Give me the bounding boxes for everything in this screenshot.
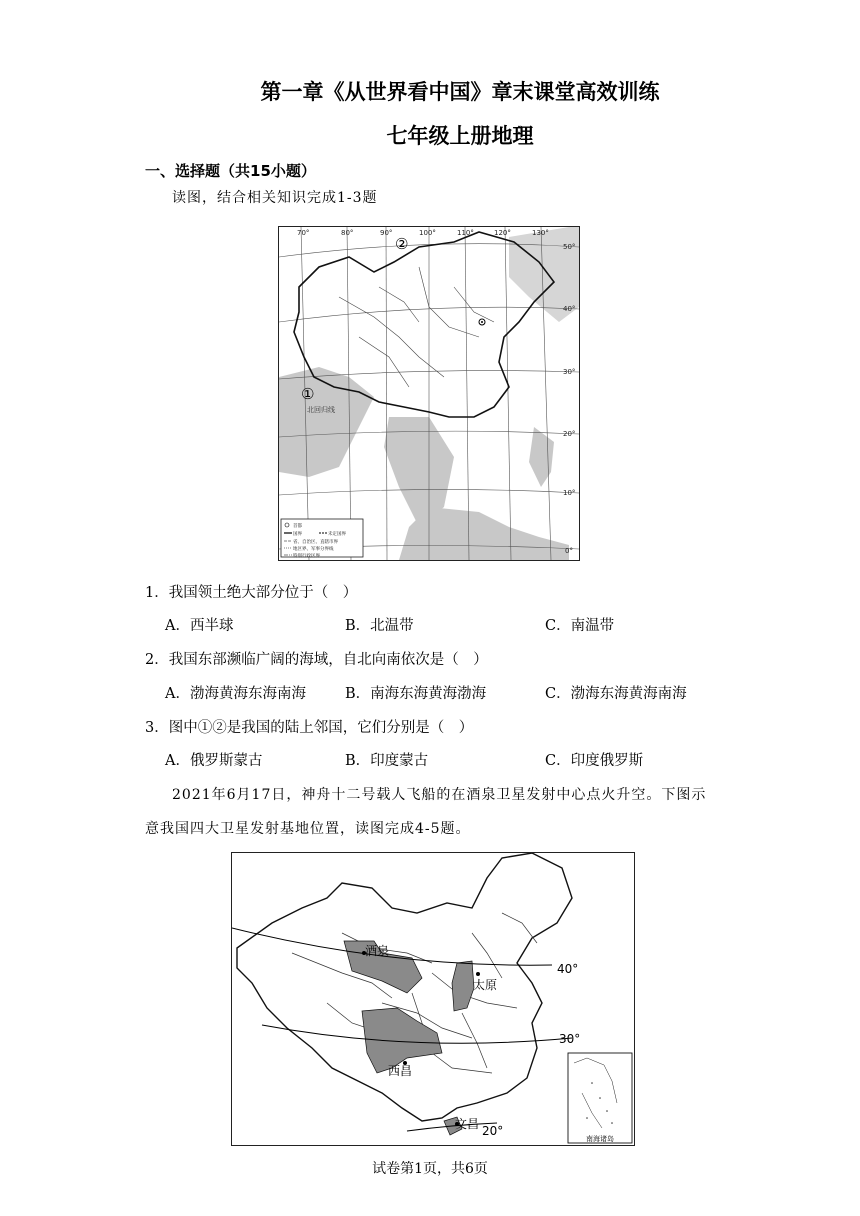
legend-undefined: 未定国界	[328, 532, 346, 537]
q3-option-c[interactable]: C．印度俄罗斯	[545, 753, 644, 769]
lon-label: 90°	[380, 229, 393, 237]
china-region-map	[278, 226, 580, 561]
question-3-stem: 3．图中①②是我国的陆上邻国，它们分别是（ ）	[145, 720, 474, 736]
lon-label: 130°	[532, 229, 549, 237]
lon-label: 80°	[341, 229, 354, 237]
lat-label: 0°	[565, 547, 573, 555]
lat-label: 10°	[563, 489, 576, 497]
marker-2: ②	[395, 235, 409, 253]
tropic-label: 北回归线	[307, 406, 335, 414]
land-maritime-sea	[399, 507, 569, 560]
q2-option-b[interactable]: B．南海东海黄海渤海	[345, 686, 487, 702]
legend-sar: 特别行政区界	[293, 554, 320, 559]
lat-label: 50°	[563, 243, 576, 251]
land-philippines	[529, 427, 554, 487]
lat-label: 30°	[563, 368, 576, 376]
china-region-map-svg	[279, 227, 579, 560]
q1-option-c[interactable]: C．南温带	[545, 618, 615, 634]
q1-option-b[interactable]: B．北温带	[345, 618, 414, 634]
lon-label: 110°	[457, 229, 474, 237]
page-title: 第一章《从世界看中国》章末课堂高效训练	[260, 80, 660, 104]
legend-boundary: 国界	[293, 532, 302, 537]
question-1-stem: 1．我国领土绝大部分位于（ ）	[145, 585, 358, 601]
question-2-stem: 2．我国东部濒临广阔的海域，自北向南依次是（ ）	[145, 652, 488, 668]
passage-line-2: 意我国四大卫星发射基地位置，读图完成4-5题。	[145, 821, 471, 837]
lon-label: 70°	[297, 229, 310, 237]
q3-option-a[interactable]: A．俄罗斯蒙古	[165, 753, 263, 769]
q2-option-a[interactable]: A．渤海黄海东海南海	[165, 686, 306, 702]
q2-option-c[interactable]: C．渤海东海黄海南海	[545, 686, 687, 702]
lat-label: 20°	[563, 430, 576, 438]
lat-label-40: 40°	[557, 962, 579, 976]
section-intro: 读图，结合相关知识完成1-3题	[172, 190, 378, 206]
legend-province: 省、自治区、直辖市界	[293, 540, 338, 545]
site-taiyuan: 太原	[473, 978, 498, 992]
q3-option-b[interactable]: B．印度蒙古	[345, 753, 429, 769]
site-jiuquan: 酒泉	[365, 944, 390, 958]
shanxi-region	[452, 961, 474, 1011]
page-footer: 试卷第1页，共6页	[372, 1161, 488, 1177]
legend-capital: 首都	[293, 524, 302, 529]
site-xichang: 西昌	[388, 1064, 413, 1078]
inset-label: 南海诸岛	[586, 1135, 614, 1143]
lat-label-30: 30°	[559, 1032, 581, 1046]
lat-label: 40°	[563, 305, 576, 313]
passage-line-1: 2021年6月17日，神舟十二号载人飞船的在酒泉卫星发射中心点火升空。下图示	[172, 787, 707, 803]
lon-label: 100°	[419, 229, 436, 237]
lat-label-20: 20°	[482, 1124, 504, 1138]
site-wenchang: 文昌	[455, 1117, 480, 1131]
marker-1: ①	[301, 385, 315, 403]
legend-region: 地区界、军事分界线	[293, 547, 334, 552]
launch-sites-map	[231, 852, 635, 1146]
page-subtitle: 七年级上册地理	[386, 124, 534, 148]
q1-option-a[interactable]: A．西半球	[165, 618, 234, 634]
launch-sites-map-svg	[232, 853, 634, 1145]
section-heading: 一、选择题（共15小题）	[145, 162, 316, 180]
lon-label: 120°	[494, 229, 511, 237]
